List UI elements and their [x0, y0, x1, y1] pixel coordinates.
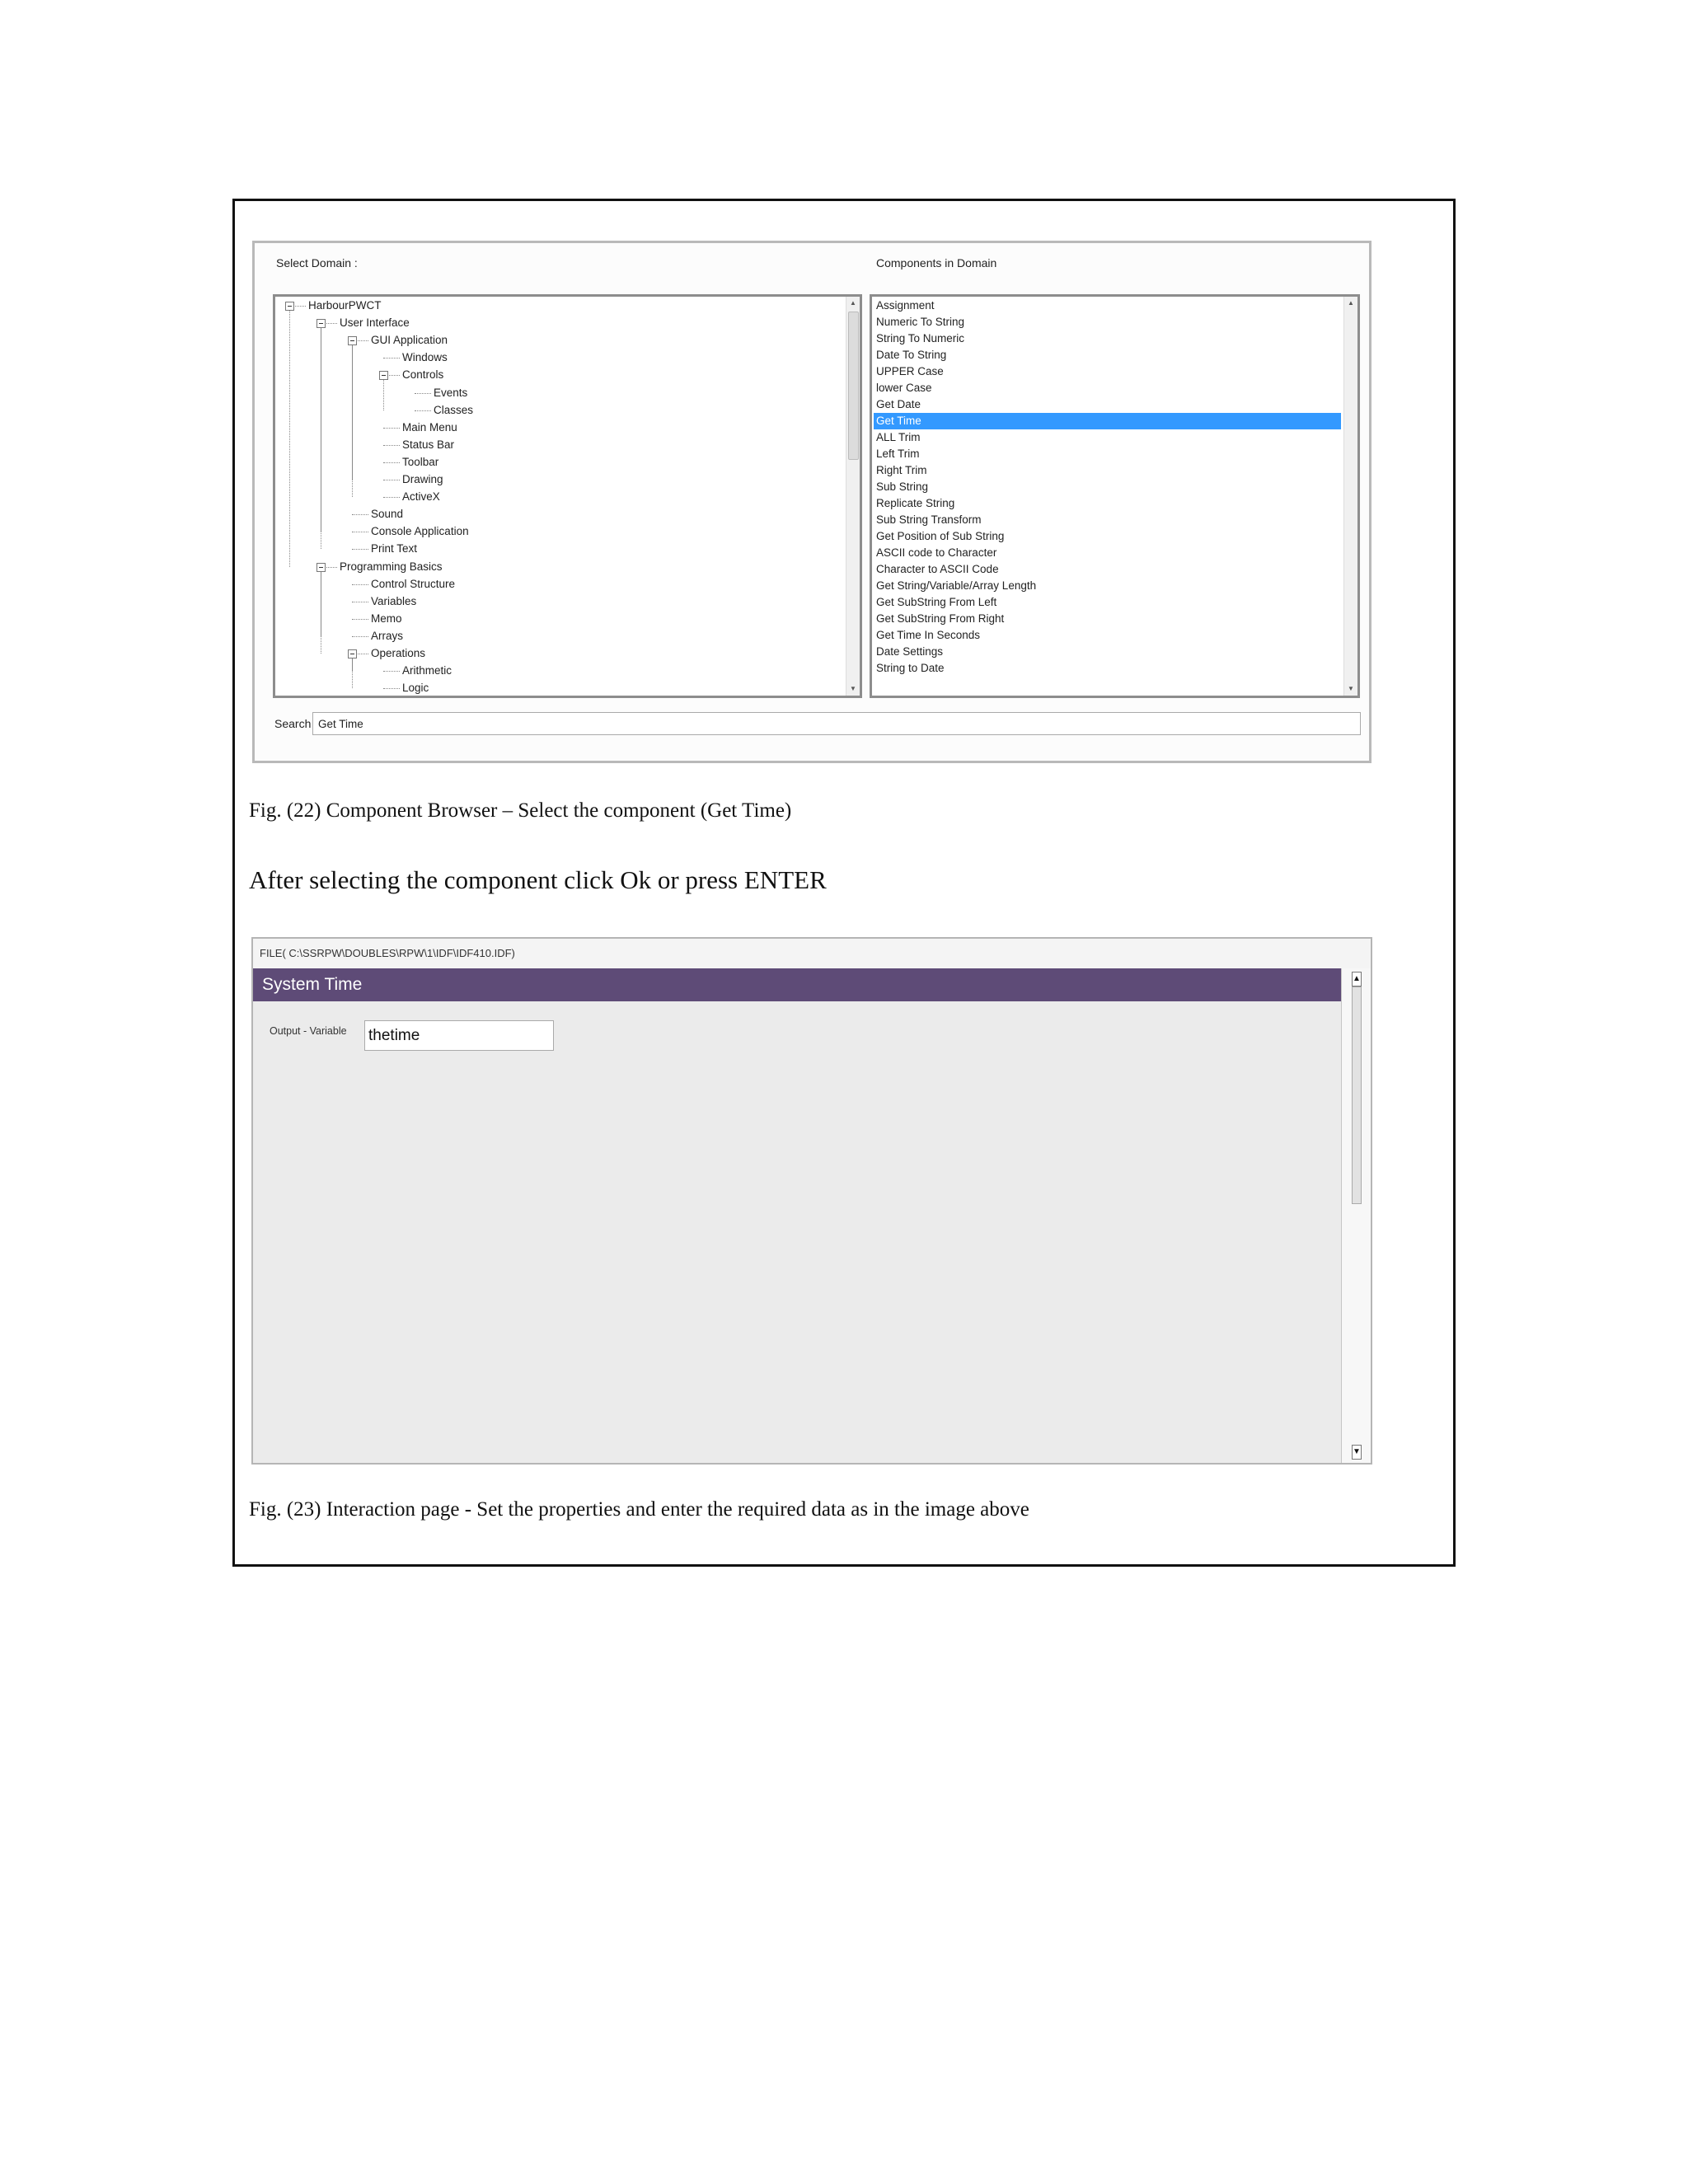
- tree-connector: [352, 345, 353, 497]
- component-item[interactable]: Left Trim: [876, 448, 920, 460]
- tree-node[interactable]: Main Menu: [402, 420, 457, 434]
- tree-connector: [383, 497, 400, 498]
- output-variable-label: Output - Variable: [270, 1025, 347, 1037]
- component-item[interactable]: Character to ASCII Code: [876, 563, 999, 575]
- figure-23-caption: Fig. (23) Interaction page - Set the properties and enter the required data as in the image above: [249, 1498, 1029, 1521]
- tree-connector: [415, 393, 431, 394]
- tree-node[interactable]: Arithmetic: [402, 664, 452, 677]
- tree-node[interactable]: Programming Basics: [340, 560, 443, 573]
- scroll-down-icon[interactable]: ▼: [850, 685, 856, 692]
- tree-node[interactable]: Print Text: [371, 542, 418, 555]
- component-item[interactable]: Get Time In Seconds: [876, 629, 981, 641]
- search-label: Search: [274, 717, 312, 730]
- window-title: System Time: [253, 968, 1341, 1001]
- component-item[interactable]: UPPER Case: [876, 365, 944, 377]
- tree-node[interactable]: Variables: [371, 594, 417, 607]
- tree-connector: [383, 671, 400, 672]
- tree-node[interactable]: GUI Application: [371, 334, 448, 347]
- tree-connector: [352, 514, 368, 515]
- tree-node[interactable]: User Interface: [340, 316, 410, 330]
- component-item[interactable]: Replicate String: [876, 497, 955, 509]
- scroll-down-icon[interactable]: ▼: [1348, 685, 1354, 692]
- collapse-icon[interactable]: [348, 336, 357, 345]
- tree-connector: [383, 380, 384, 410]
- component-item[interactable]: ALL Trim: [876, 431, 921, 443]
- tree-node[interactable]: Controls: [402, 368, 444, 382]
- tree-node[interactable]: Events: [434, 386, 468, 399]
- scroll-up-icon[interactable]: ▲: [1352, 972, 1362, 987]
- scroll-up-icon[interactable]: ▲: [1348, 299, 1354, 307]
- tree-node[interactable]: Drawing: [402, 473, 443, 485]
- component-item[interactable]: ASCII code to Character: [876, 546, 997, 559]
- tree-node[interactable]: Logic: [402, 682, 429, 695]
- component-item[interactable]: Get String/Variable/Array Length: [876, 579, 1037, 592]
- tree-connector: [289, 311, 290, 567]
- tree-node[interactable]: Windows: [402, 351, 448, 364]
- collapse-icon[interactable]: [348, 649, 357, 658]
- page-scrollbar[interactable]: [1341, 968, 1371, 1463]
- component-item[interactable]: Get Position of Sub String: [876, 530, 1005, 542]
- component-item[interactable]: Assignment: [876, 299, 935, 312]
- tree-node[interactable]: ActiveX: [402, 490, 440, 504]
- component-item[interactable]: Get SubString From Left: [876, 596, 997, 608]
- scroll-up-icon[interactable]: ▲: [850, 299, 856, 307]
- tree-connector: [352, 636, 368, 637]
- search-input[interactable]: [312, 712, 1361, 735]
- tree-node[interactable]: Sound: [371, 508, 404, 521]
- component-item[interactable]: String To Numeric: [876, 332, 965, 344]
- component-item[interactable]: Numeric To String: [876, 316, 965, 328]
- component-item[interactable]: Sub String Transform: [876, 513, 982, 526]
- scroll-thumb[interactable]: [1352, 987, 1362, 1204]
- domain-tree[interactable]: [273, 294, 862, 698]
- instruction-text: After selecting the component click Ok or press ENTER: [249, 865, 827, 894]
- select-domain-label: Select Domain :: [276, 256, 358, 269]
- components-in-domain-label: Components in Domain: [876, 256, 997, 269]
- component-item[interactable]: Get Time: [874, 413, 1341, 429]
- tree-connector: [352, 658, 353, 688]
- tree-connector: [383, 358, 400, 359]
- component-item[interactable]: String to Date: [876, 662, 945, 674]
- component-browser: [252, 241, 1372, 763]
- components-list[interactable]: [870, 294, 1360, 698]
- interaction-page: [251, 937, 1372, 1465]
- tree-connector: [415, 410, 431, 411]
- list-scrollbar[interactable]: [1343, 297, 1357, 696]
- scroll-thumb[interactable]: [848, 312, 859, 460]
- component-item[interactable]: Get Date: [876, 398, 921, 410]
- collapse-icon[interactable]: [316, 319, 326, 328]
- tree-connector: [352, 549, 368, 550]
- file-path-bar: FILE( C:\SSRPW\DOUBLES\RPW\1\IDF\IDF410.IDF): [253, 939, 1371, 969]
- figure-22-caption: Fig. (22) Component Browser – Select the component (Get Time): [249, 799, 792, 822]
- tree-connector: [383, 688, 400, 689]
- collapse-icon[interactable]: [316, 563, 326, 572]
- tree-node[interactable]: Arrays: [371, 629, 404, 642]
- collapse-icon[interactable]: [379, 371, 388, 380]
- tree-connector: [383, 462, 400, 463]
- scroll-down-icon[interactable]: ▼: [1352, 1445, 1362, 1460]
- tree-connector: [383, 428, 400, 429]
- output-variable-input[interactable]: [364, 1020, 554, 1051]
- tree-node[interactable]: Toolbar: [402, 455, 439, 468]
- tree-node[interactable]: Control Structure: [371, 577, 456, 590]
- component-item[interactable]: Right Trim: [876, 464, 927, 476]
- tree-node[interactable]: Memo: [371, 612, 402, 625]
- tree-connector: [383, 445, 400, 446]
- tree-node[interactable]: Console Application: [371, 525, 469, 538]
- component-item[interactable]: Sub String: [876, 480, 929, 493]
- tree-node[interactable]: Classes: [434, 403, 474, 416]
- tree-connector: [352, 584, 368, 585]
- tree-node[interactable]: Operations: [371, 647, 426, 659]
- collapse-icon[interactable]: [285, 302, 294, 311]
- component-item[interactable]: lower Case: [876, 382, 932, 394]
- component-item[interactable]: Date Settings: [876, 645, 944, 658]
- tree-node[interactable]: HarbourPWCT: [308, 299, 382, 312]
- tree-connector: [352, 619, 368, 620]
- tree-node[interactable]: Status Bar: [402, 438, 455, 451]
- component-item[interactable]: Date To String: [876, 349, 947, 361]
- component-item[interactable]: Get SubString From Right: [876, 612, 1005, 625]
- tree-scrollbar[interactable]: [846, 297, 860, 696]
